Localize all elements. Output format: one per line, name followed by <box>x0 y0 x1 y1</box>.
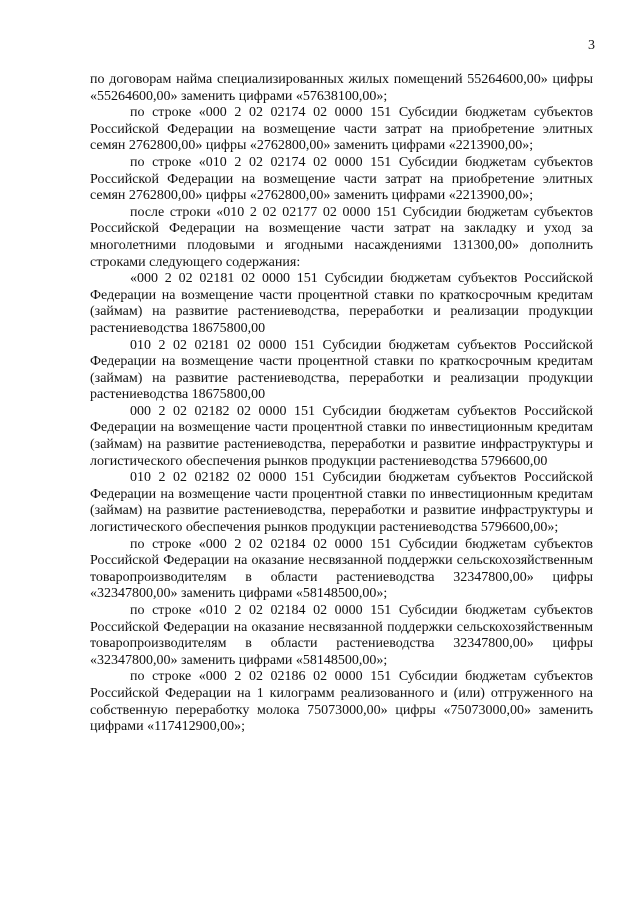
paragraph: по строке «000 2 02 02174 02 0000 151 Субсидии бюджетам субъектов Российской Федерации на возмещение части затрат на приобретение элитных семян 2762800,00» цифры «2762800,00» заменить цифрами «2213900,00»; <box>90 105 593 154</box>
paragraph: по строке «010 2 02 02174 02 0000 151 Субсидии бюджетам субъектов Российской Федерации на возмещение части затрат на приобретение элитных семян 2762800,00» цифры «2762800,00» заменить цифрами «2213900,00»; <box>90 154 593 204</box>
paragraph: «000 2 02 02181 02 0000 151 Субсидии бюджетам субъектов Российской Федерации на возмещение части процентной ставки по краткосрочным кредитам (займам) на развитие растениеводства, переработки и реализации продукции растениеводства 18675800,00 <box>90 271 593 336</box>
paragraph: 010 2 02 02181 02 0000 151 Субсидии бюджетам субъектов Российской Федерации на возмещение части процентной ставки по краткосрочным кредитам (займам) на развитие растениеводства, переработки и реализации продукции растениеводства 18675800,00 <box>90 337 593 403</box>
paragraph: 010 2 02 02182 02 0000 151 Субсидии бюджетам субъектов Российской Федерации на возмещение части процентной ставки по инвестиционным кредитам (займам) на развитие растениеводства, переработки и развитие инфраструктуры и логистического обеспечения рынков продукции растениеводства 5796600,00»; <box>90 470 593 536</box>
paragraph: по строке «000 2 02 02186 02 0000 151 Субсидии бюджетам субъектов Российской Федерации на 1 килограмм реализованного и (или) отгруженного на собственную переработку молока 75073000,00» цифры «75073000,00» заменить цифрами «117412900,00»; <box>90 669 593 735</box>
page-number: 3 <box>588 38 595 53</box>
paragraph: 000 2 02 02182 02 0000 151 Субсидии бюджетам субъектов Российской Федерации на возмещение части процентной ставки по инвестиционным кредитам (займам) на развитие растениеводства, переработки и развитие инфраструктуры и логистического обеспечения рынков продукции растениеводства 5796600,00 <box>90 403 593 469</box>
paragraph: по строке «010 2 02 02184 02 0000 151 Субсидии бюджетам субъектов Российской Федерации на оказание несвязанной поддержки сельскохозяйственным товаропроизводителям в области растениеводства 32347800,00» цифры «32347800,00» заменить цифрами «58148500,00»; <box>90 603 593 668</box>
paragraph: по строке «000 2 02 02184 02 0000 151 Субсидии бюджетам субъектов Российской Федерации на оказание несвязанной поддержки сельскохозяйственным товаропроизводителям в области растениеводства 32347800,00» цифры «32347800,00» заменить цифрами «58148500,00»; <box>90 536 593 602</box>
paragraph: после строки «010 2 02 02177 02 0000 151 Субсидии бюджетам субъектов Российской Федерации на возмещение части затрат на закладку и уход за многолетними плодовыми и ягодными насаждениями 131300,00» дополнить строками следующего содержания: <box>90 204 593 270</box>
document-body <box>90 72 593 736</box>
paragraph: по договорам найма специализированных жилых помещений 55264600,00» цифры «55264600,00» заменить цифрами «57638100,00»; <box>90 72 593 104</box>
